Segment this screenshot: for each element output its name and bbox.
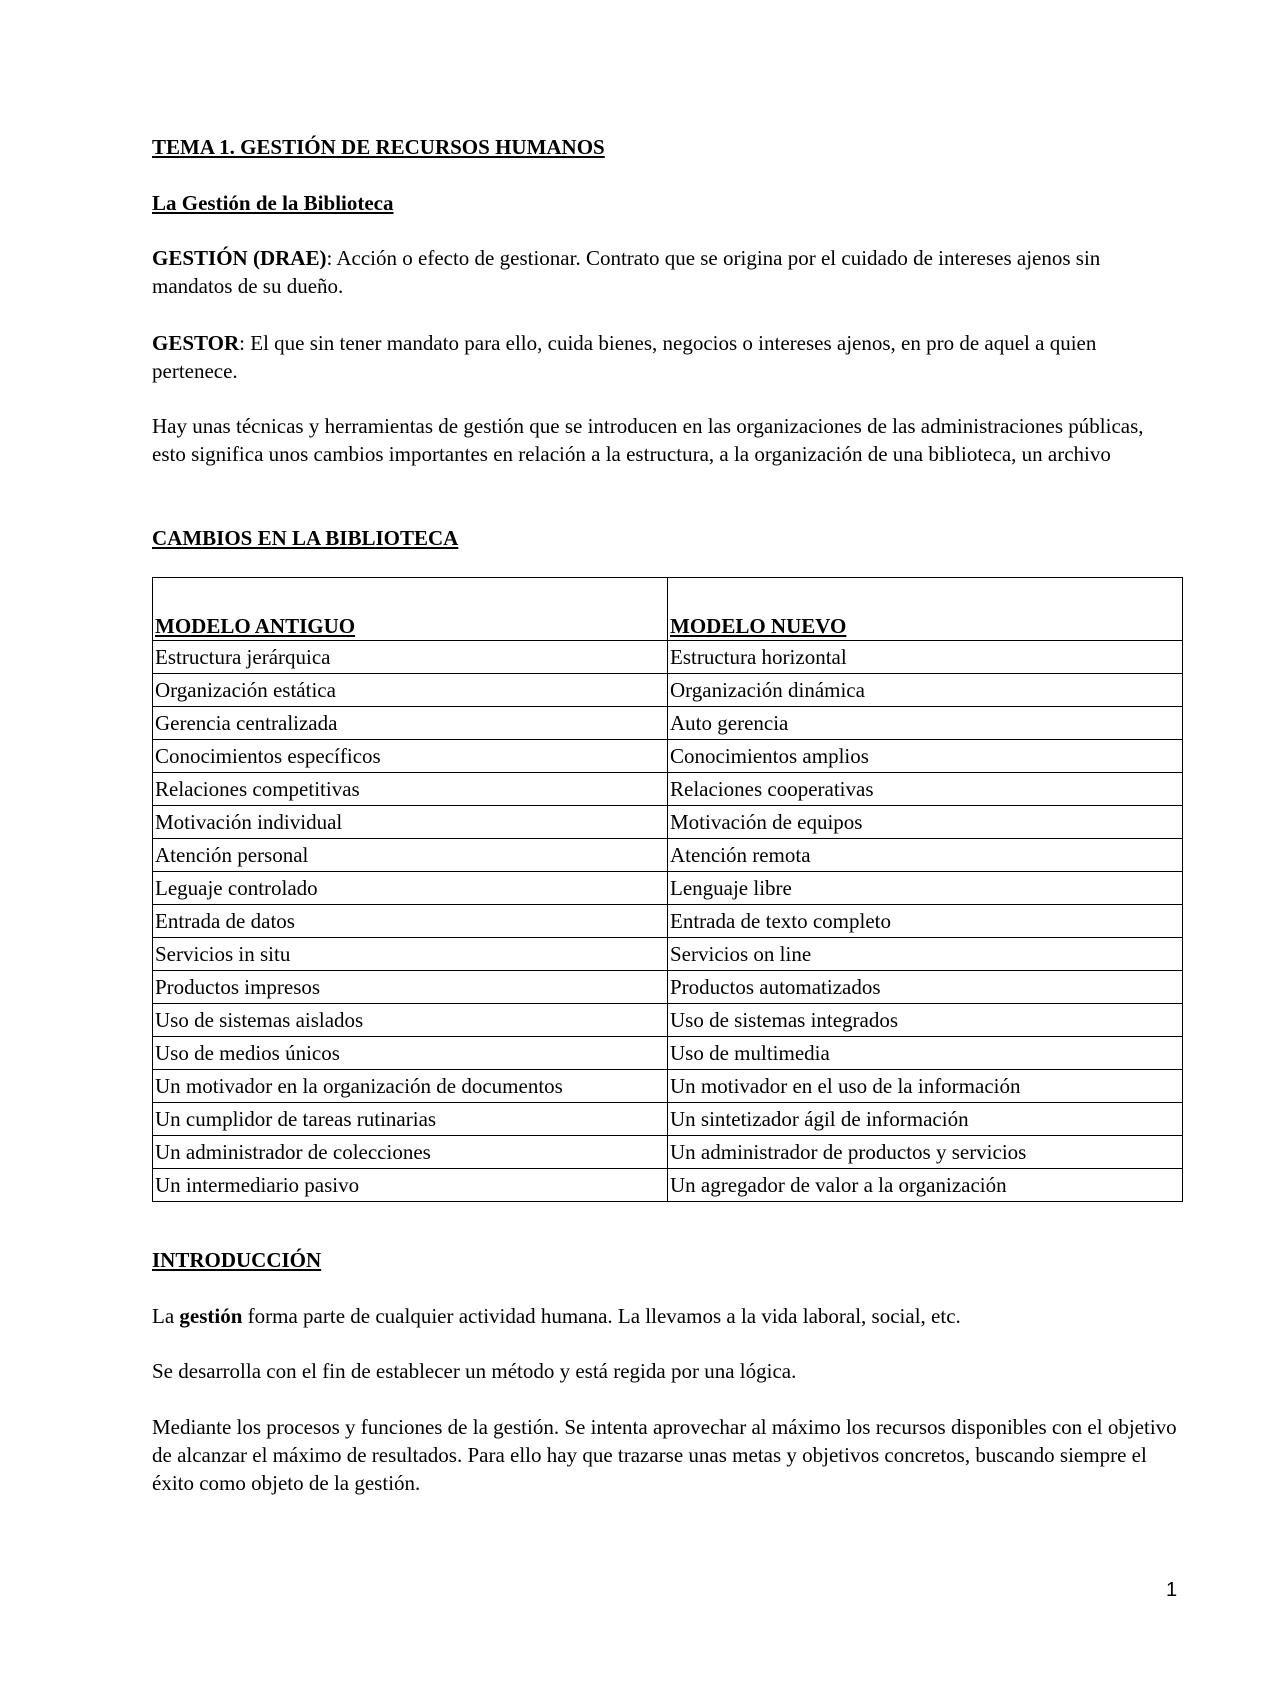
- cell-modelo-antiguo: Estructura jerárquica: [153, 641, 668, 674]
- cell-modelo-nuevo: Uso de multimedia: [668, 1037, 1183, 1070]
- cell-modelo-antiguo: Uso de medios únicos: [153, 1037, 668, 1070]
- intro-heading: INTRODUCCIÓN: [152, 1248, 322, 1272]
- table-row: [153, 740, 1183, 773]
- table-row: [153, 905, 1183, 938]
- cell-modelo-nuevo: Un motivador en el uso de la información: [668, 1070, 1183, 1103]
- table-row: [153, 641, 1183, 674]
- table-row: [153, 674, 1183, 707]
- cell-modelo-nuevo: Motivación de equipos: [668, 806, 1183, 839]
- tecnicas-paragraph: Hay unas técnicas y herramientas de gestión que se introducen en las organizaciones de las administraciones públicas, esto significa unos cambios importantes en relación a la estructura, a la organización de una biblioteca, un archivo: [152, 414, 1144, 466]
- document-title: TEMA 1. GESTIÓN DE RECURSOS HUMANOS: [152, 135, 605, 159]
- gestor-definition: [152, 329, 1182, 385]
- table-row: [153, 773, 1183, 806]
- intro-p1-post: forma parte de cualquier actividad humana. La llevamos a la vida laboral, social, etc.: [242, 1304, 961, 1328]
- table-row: [153, 806, 1183, 839]
- table-row: [153, 839, 1183, 872]
- cell-modelo-antiguo: Uso de sistemas aislados: [153, 1004, 668, 1037]
- cell-modelo-nuevo: Atención remota: [668, 839, 1183, 872]
- cell-modelo-nuevo: Relaciones cooperativas: [668, 773, 1183, 806]
- cell-modelo-nuevo: Un agregador de valor a la organización: [668, 1169, 1183, 1202]
- cell-modelo-nuevo: Servicios on line: [668, 938, 1183, 971]
- gestor-term: GESTOR: [152, 331, 240, 355]
- table-header-row: [153, 578, 1183, 641]
- cell-modelo-antiguo: Un administrador de colecciones: [153, 1136, 668, 1169]
- cell-modelo-nuevo: Uso de sistemas integrados: [668, 1004, 1183, 1037]
- intro-paragraph-2: Se desarrolla con el fin de establecer un método y está regida por una lógica.: [152, 1359, 797, 1383]
- cell-modelo-nuevo: Lenguaje libre: [668, 872, 1183, 905]
- header-modelo-antiguo: MODELO ANTIGUO: [153, 578, 668, 641]
- table-row: [153, 1103, 1183, 1136]
- cell-modelo-antiguo: Gerencia centralizada: [153, 707, 668, 740]
- table-row: [153, 1037, 1183, 1070]
- cell-modelo-nuevo: Entrada de texto completo: [668, 905, 1183, 938]
- section-subtitle: La Gestión de la Biblioteca: [152, 191, 394, 215]
- gestion-definition: [152, 244, 1182, 300]
- gestion-text: : Acción o efecto de gestionar. Contrato que se origina por el cuidado de intereses ajenos sin mandatos de su dueño.: [152, 246, 1101, 298]
- table-row: [153, 971, 1183, 1004]
- cell-modelo-antiguo: Atención personal: [153, 839, 668, 872]
- intro-p1-bold: gestión: [179, 1304, 243, 1328]
- intro-paragraph-1: [152, 1302, 1182, 1330]
- cell-modelo-antiguo: Conocimientos específicos: [153, 740, 668, 773]
- intro-paragraph-3: Mediante los procesos y funciones de la gestión. Se intenta aprovechar al máximo los recursos disponibles con el objetivo de alcanzar el máximo de resultados. Para ello hay que trazarse unas metas y objetivos concretos, buscando siempre el éxito como objeto de la gestión.: [152, 1415, 1177, 1495]
- cell-modelo-antiguo: Un motivador en la organización de documentos: [153, 1070, 668, 1103]
- cambios-heading: CAMBIOS EN LA BIBLIOTECA: [152, 526, 459, 550]
- table-row: [153, 1169, 1183, 1202]
- table-row: [153, 1070, 1183, 1103]
- cell-modelo-nuevo: Conocimientos amplios: [668, 740, 1183, 773]
- cell-modelo-nuevo: Productos automatizados: [668, 971, 1183, 1004]
- cell-modelo-nuevo: Auto gerencia: [668, 707, 1183, 740]
- cell-modelo-antiguo: Un cumplidor de tareas rutinarias: [153, 1103, 668, 1136]
- header-modelo-nuevo: MODELO NUEVO: [668, 578, 1183, 641]
- cell-modelo-antiguo: Relaciones competitivas: [153, 773, 668, 806]
- cell-modelo-antiguo: Organización estática: [153, 674, 668, 707]
- cell-modelo-antiguo: Un intermediario pasivo: [153, 1169, 668, 1202]
- cell-modelo-nuevo: Un administrador de productos y servicios: [668, 1136, 1183, 1169]
- intro-p1-pre: La: [152, 1304, 180, 1328]
- table-row: [153, 1136, 1183, 1169]
- cambios-table: [152, 577, 1183, 1202]
- cell-modelo-antiguo: Leguaje controlado: [153, 872, 668, 905]
- table-row: [153, 872, 1183, 905]
- table-row: [153, 1004, 1183, 1037]
- cell-modelo-antiguo: Productos impresos: [153, 971, 668, 1004]
- cell-modelo-nuevo: Un sintetizador ágil de información: [668, 1103, 1183, 1136]
- gestor-text: : El que sin tener mandato para ello, cuida bienes, negocios o intereses ajenos, en pro de aquel a quien pertenece.: [152, 331, 1097, 383]
- cell-modelo-antiguo: Entrada de datos: [153, 905, 668, 938]
- gestion-term: GESTIÓN (DRAE): [152, 246, 327, 270]
- page-number: 1: [1166, 1579, 1178, 1601]
- cell-modelo-nuevo: Organización dinámica: [668, 674, 1183, 707]
- cell-modelo-nuevo: Estructura horizontal: [668, 641, 1183, 674]
- table-row: [153, 938, 1183, 971]
- table-row: [153, 707, 1183, 740]
- cell-modelo-antiguo: Motivación individual: [153, 806, 668, 839]
- cell-modelo-antiguo: Servicios in situ: [153, 938, 668, 971]
